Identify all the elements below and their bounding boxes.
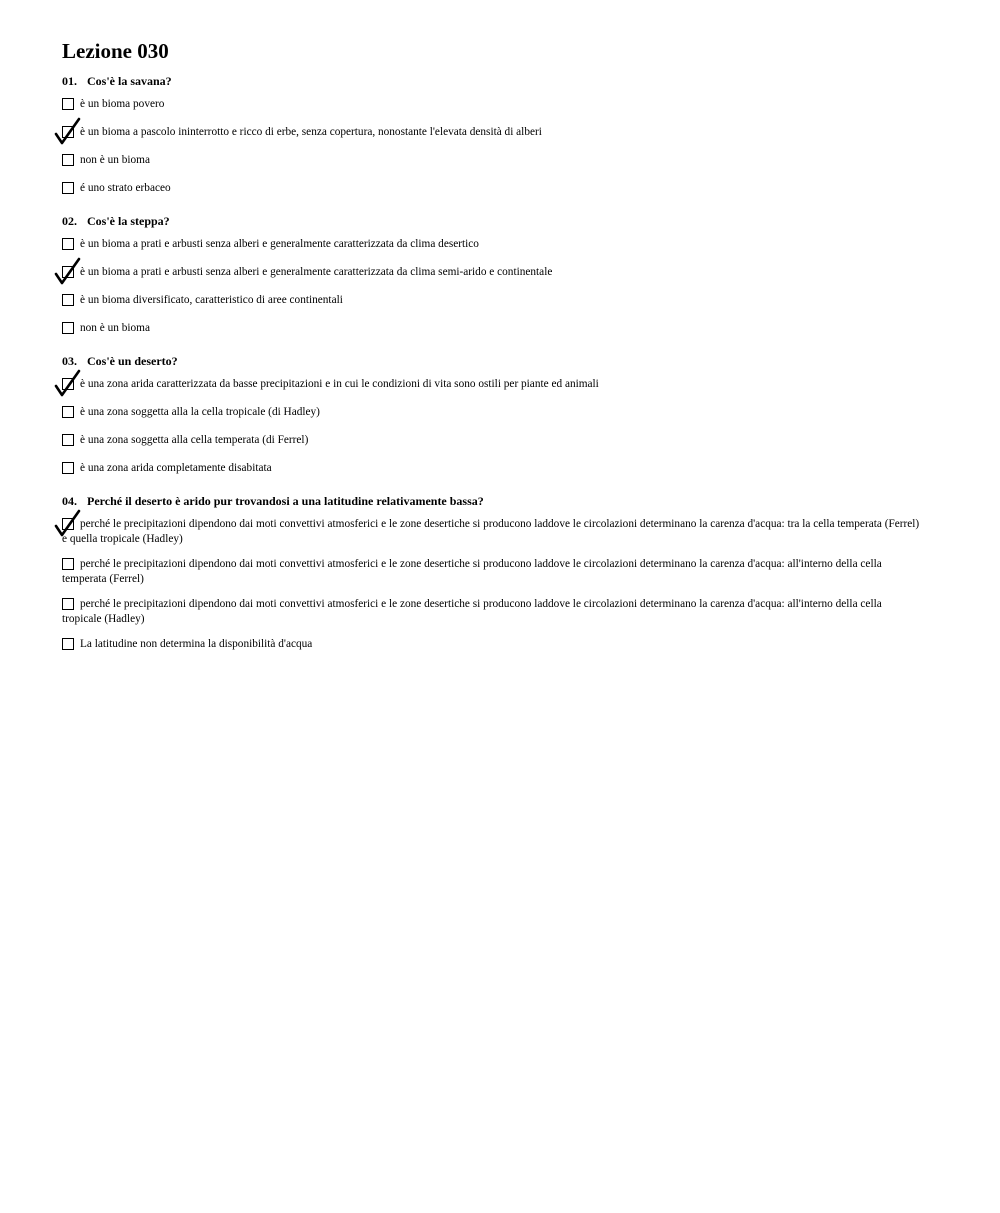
answer-text: è un bioma diversificato, caratteristico di aree continentali [80, 294, 343, 306]
answer-option-4-3[interactable] [62, 597, 922, 627]
answer-checkbox[interactable] [62, 182, 74, 194]
answer-list [62, 517, 922, 657]
question-3 [62, 354, 922, 481]
question-text: Cos'è la savana? [87, 74, 172, 88]
answer-option-3-4[interactable] [62, 461, 922, 481]
answer-checkbox[interactable] [62, 294, 74, 306]
answer-list [62, 97, 922, 201]
answer-list [62, 237, 922, 341]
answer-text: perché le precipitazioni dipendono dai moti convettivi atmosferici e le zone desertiche si producono laddove le circolazioni determinano la carenza d'acqua: all'interno della cella tropicale (Hadley) [62, 598, 882, 625]
answer-option-1-3[interactable] [62, 153, 922, 173]
question-heading [62, 74, 922, 89]
answer-option-1-1[interactable] [62, 97, 922, 117]
checkmark-stroke [56, 371, 79, 395]
quiz-page [62, 38, 922, 670]
question-text: Cos'è un deserto? [87, 354, 178, 368]
answer-option-2-3[interactable] [62, 293, 922, 313]
question-number: 02. [62, 214, 77, 228]
answer-option-1-4[interactable] [62, 181, 922, 201]
answer-text: La latitudine non determina la disponibilità d'acqua [80, 638, 313, 650]
answer-text: non è un bioma [80, 322, 150, 334]
question-heading [62, 494, 922, 509]
question-number: 03. [62, 354, 77, 368]
answer-text: perché le precipitazioni dipendono dai moti convettivi atmosferici e le zone desertiche si producono laddove le circolazioni determinano la carenza d'acqua: all'interno della cella temperata (Ferrel) [62, 558, 882, 585]
question-text: Perché il deserto è arido pur trovandosi a una latitudine relativamente bassa? [87, 494, 484, 508]
question-list [62, 74, 922, 657]
answer-text: é uno strato erbaceo [80, 182, 171, 194]
question-1 [62, 74, 922, 201]
answer-option-1-2[interactable] [62, 125, 922, 145]
question-heading [62, 354, 922, 369]
answer-text: è un bioma a pascolo ininterrotto e ricco di erbe, senza copertura, nonostante l'elevata densità di alberi [80, 126, 542, 138]
answer-list [62, 377, 922, 481]
answer-checkbox[interactable] [62, 434, 74, 446]
answer-text: è un bioma povero [80, 98, 165, 110]
answer-option-3-1[interactable] [62, 377, 922, 397]
answer-checkbox[interactable] [62, 638, 74, 650]
answer-option-2-2[interactable] [62, 265, 922, 285]
answer-checkbox[interactable] [62, 98, 74, 110]
answer-text: è un bioma a prati e arbusti senza alberi e generalmente caratterizzata da clima desertico [80, 238, 479, 250]
checkmark-stroke [56, 511, 79, 535]
answer-checkbox[interactable] [62, 406, 74, 418]
answer-checkbox[interactable] [62, 558, 74, 570]
answer-checkbox[interactable] [62, 322, 74, 334]
answer-option-2-4[interactable] [62, 321, 922, 341]
answer-option-2-1[interactable] [62, 237, 922, 257]
answer-text: è una zona soggetta alla cella temperata (di Ferrel) [80, 434, 309, 446]
question-heading [62, 214, 922, 229]
checkmark-icon [54, 257, 82, 287]
question-number: 01. [62, 74, 77, 88]
answer-text: è una zona soggetta alla la cella tropicale (di Hadley) [80, 406, 320, 418]
answer-text: perché le precipitazioni dipendono dai moti convettivi atmosferici e le zone desertiche si producono laddove le circolazioni determinano la carenza d'acqua: tra la cella temperata (Ferrel) e quella tropicale (Hadley) [62, 518, 920, 545]
answer-option-4-2[interactable] [62, 557, 922, 587]
answer-option-3-3[interactable] [62, 433, 922, 453]
checkmark-stroke [56, 259, 79, 283]
answer-option-4-1[interactable] [62, 517, 922, 547]
checkmark-stroke [56, 119, 79, 143]
answer-text: è un bioma a prati e arbusti senza alberi e generalmente caratterizzata da clima semi-arido e continentale [80, 266, 553, 278]
answer-checkbox[interactable] [62, 598, 74, 610]
checkmark-icon [54, 369, 82, 399]
lesson-title: Lezione 030 [62, 39, 169, 63]
checkmark-icon [54, 509, 82, 539]
answer-checkbox[interactable] [62, 154, 74, 166]
answer-text: è una zona arida completamente disabitata [80, 462, 272, 474]
question-4 [62, 494, 922, 657]
answer-checkbox[interactable] [62, 462, 74, 474]
question-number: 04. [62, 494, 77, 508]
checkmark-icon [54, 117, 82, 147]
answer-option-4-4[interactable] [62, 637, 922, 657]
answer-checkbox[interactable] [62, 238, 74, 250]
question-2 [62, 214, 922, 341]
question-text: Cos'è la steppa? [87, 214, 170, 228]
answer-text: non è un bioma [80, 154, 150, 166]
answer-option-3-2[interactable] [62, 405, 922, 425]
answer-text: è una zona arida caratterizzata da basse precipitazioni e in cui le condizioni di vita sono ostili per piante ed animali [80, 378, 599, 390]
